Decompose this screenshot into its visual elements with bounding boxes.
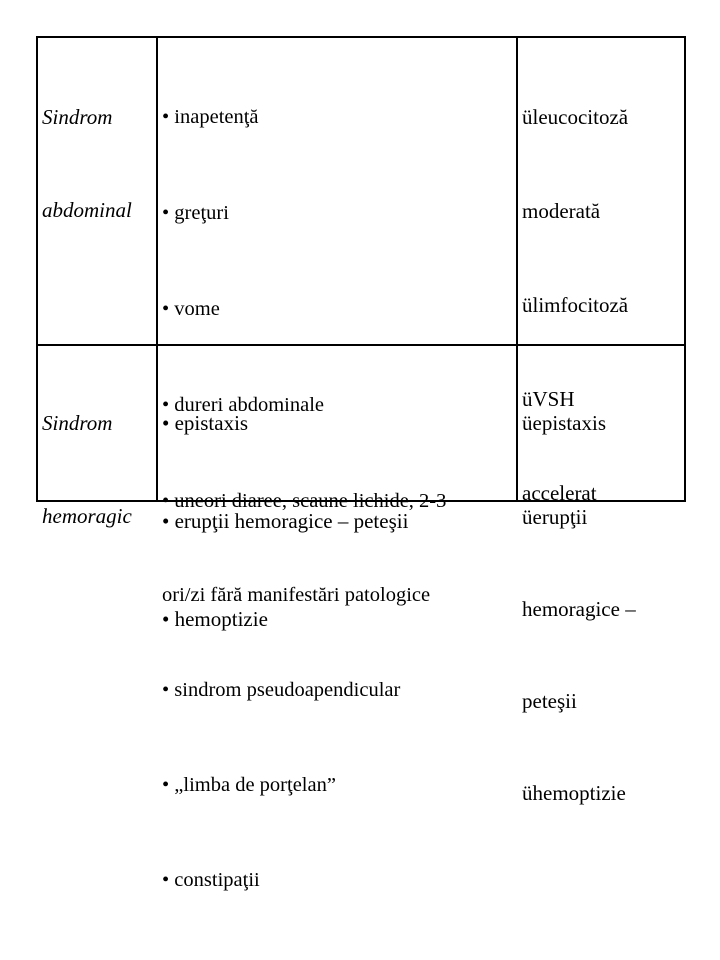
symptom-item: • epistaxis bbox=[162, 411, 249, 435]
row-label-abdominal bbox=[42, 40, 132, 288]
symptom-item: • vome bbox=[162, 298, 220, 320]
lab-line: accelerat bbox=[522, 481, 597, 505]
label-line: hemoragic bbox=[42, 504, 132, 528]
column-divider bbox=[516, 38, 518, 500]
symptom-item: • uneori diaree, scaune lichide, 2-3 bbox=[162, 490, 447, 512]
column-divider bbox=[156, 38, 158, 500]
lab-line: peteşii bbox=[522, 689, 577, 713]
lab-line: üerupţii bbox=[522, 505, 588, 529]
symptom-item: • constipaţii bbox=[162, 869, 260, 891]
symptom-item: ori/zi fără manifestări patologice bbox=[162, 584, 431, 606]
row-label-hemoragic bbox=[42, 346, 132, 594]
label-line: Sindrom bbox=[42, 411, 113, 435]
lab-line: ühemoptizie bbox=[522, 781, 626, 805]
symptom-item: • hemoptizie bbox=[162, 607, 268, 631]
symptom-item: • greţuri bbox=[162, 202, 229, 224]
symptom-item: • erupţii hemoragice – peteşii bbox=[162, 509, 409, 533]
symptom-item: • „limba de porţelan” bbox=[162, 774, 336, 796]
lab-line: hemoragice – bbox=[522, 597, 636, 621]
lab-line: üVSH bbox=[522, 387, 575, 411]
symptom-item: • inapetenţă bbox=[162, 106, 259, 128]
symptom-item: • sindrom pseudoapendicular bbox=[162, 679, 401, 701]
lab-findings-hemoragic bbox=[522, 346, 636, 870]
label-line: abdominal bbox=[42, 198, 132, 222]
symptoms-list-hemoragic bbox=[162, 346, 408, 702]
symptom-item: • dureri abdominale bbox=[162, 394, 325, 416]
lab-line: moderată bbox=[522, 199, 601, 223]
lab-line: üepistaxis bbox=[522, 411, 606, 435]
syndrome-table bbox=[36, 36, 686, 891]
label-line: Sindrom bbox=[42, 105, 113, 129]
lab-line: üleucocitoză bbox=[522, 105, 629, 129]
lab-line: ülimfocitoză bbox=[522, 293, 629, 317]
